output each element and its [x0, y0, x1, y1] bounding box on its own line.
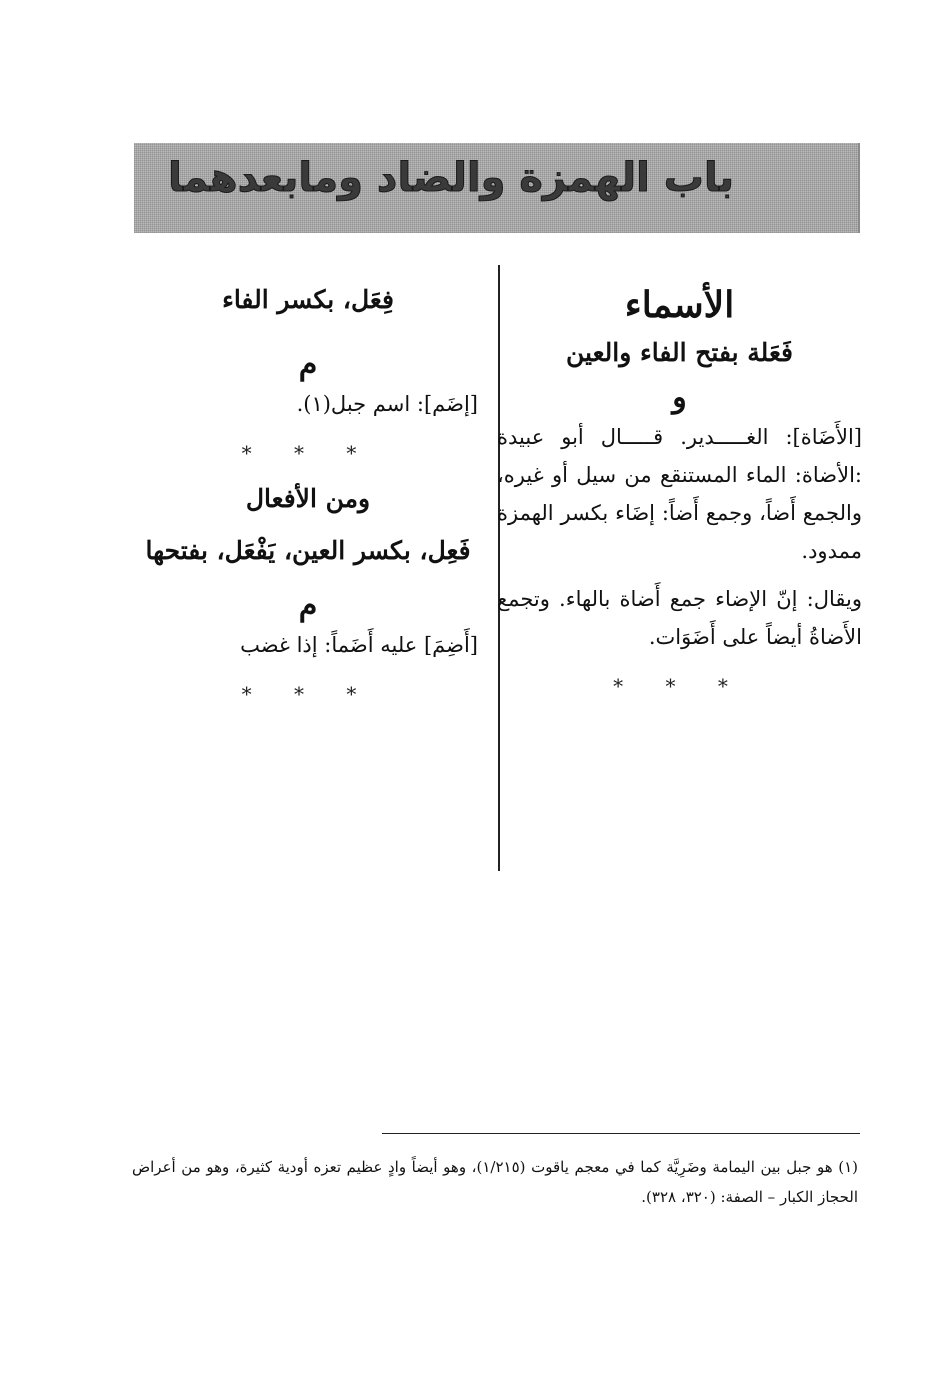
letter-heading: م [298, 587, 318, 623]
letter-heading: م [298, 346, 318, 382]
footnote: (١) هو جبل بين اليمامة وضَرِيَّة كما في معجم ياقوت (١/٢١٥)، وهو أيضاً وادٍ عظيم تعزه أودية كثيرة، وهو من أعراض الحجاز الكبار – الصفة: (٣٢٠، ٣٢٨). [132, 1158, 858, 1206]
dictionary-entry: [إضَم]: اسم جبل(١). [296, 391, 478, 416]
pattern-heading: فَعِل، بكسر العين، يَفْعَل، بفتحها [145, 536, 471, 565]
section-title-nouns: الأسماء [624, 284, 735, 326]
pattern-heading: فِعَل، بكسر الفاء [222, 285, 394, 314]
chapter-title: باب الهمزة والضاد ومابعدهما [168, 155, 734, 201]
left-column [138, 270, 478, 724]
section-separator: * * * [241, 681, 375, 706]
letter-heading: و [672, 379, 687, 415]
dictionary-entry: [الأَضَاة]: الغـــــدير. قـــــال أبو عبيدة :الأضاة: الماء المستنقع من سيل أو غيره، والجمع أَضاً، وجمع أَضاً: إضَاء بكسر الهمزة ممدود. [497, 424, 862, 563]
pattern-heading: فَعَلة بفتح الفاء والعين [566, 338, 793, 368]
chapter-header-band [134, 143, 860, 233]
right-column [497, 270, 862, 716]
section-title-verbs: ومن الأفعال [245, 483, 371, 513]
section-separator: * * * [241, 440, 375, 465]
dictionary-entry: [أَضِمَ] عليه أَضَماً: إذا غضب [240, 632, 478, 657]
dictionary-entry: ويقال: إنّ الإضاء جمع أَضاة بالهاء. وتجمع الأَضاةُ أيضاً على أَضَوَات. [497, 586, 862, 649]
footnote-rule [382, 1133, 860, 1134]
section-separator: * * * [613, 673, 746, 698]
